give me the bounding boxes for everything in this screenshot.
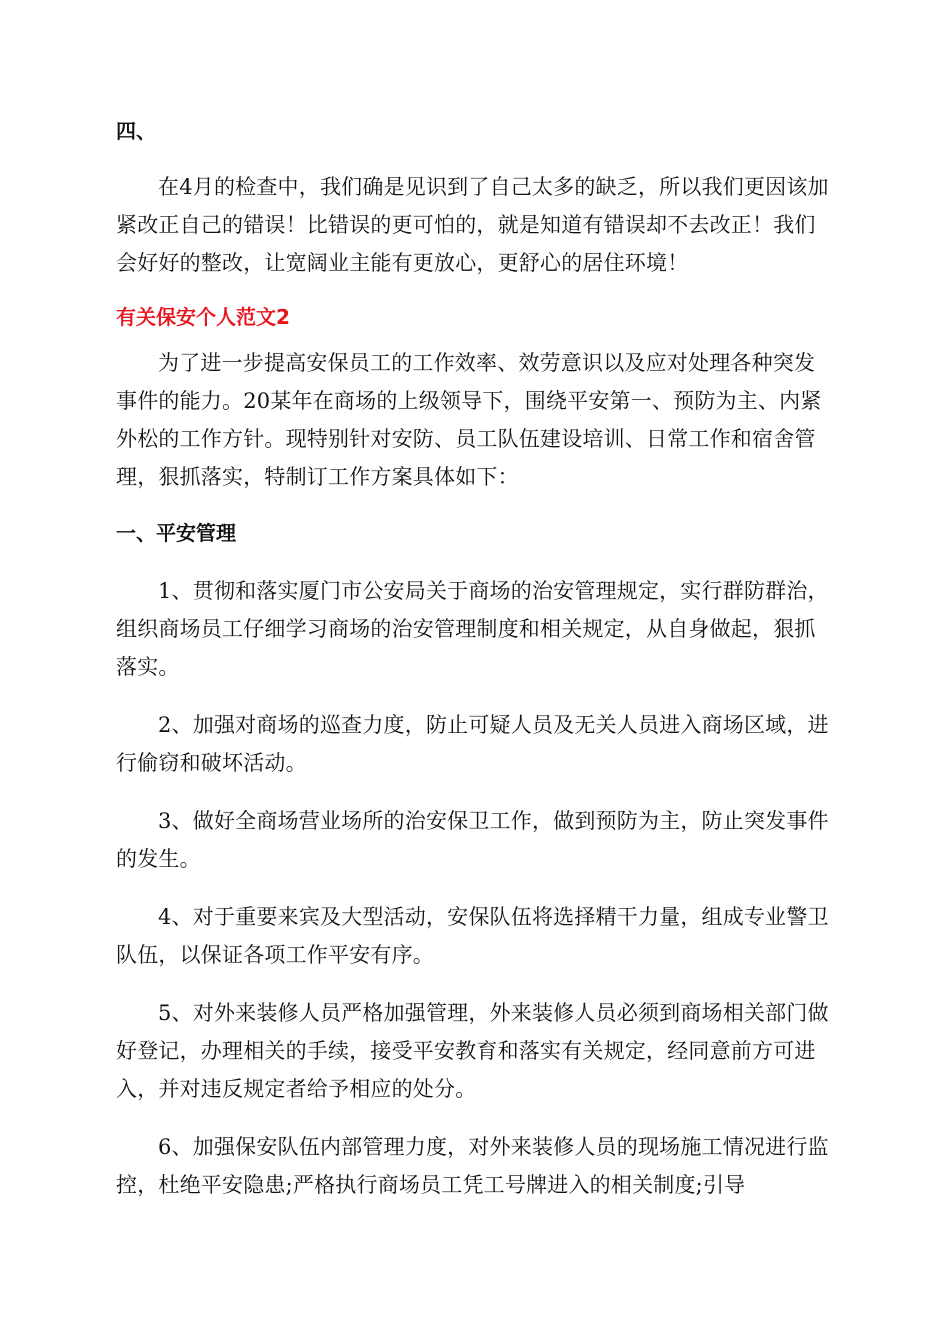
article-intro-paragraph: 为了进一步提高安保员工的工作效率、效劳意识以及应对处理各种突发事件的能力。20某年在商场的上级领导下，围绕平安第一、预防为主、内紧外松的工作方针。现特别针对安防、员工队伍建设培训、日常工作和宿舍管理，狠抓落实，特制订工作方案具体如下：	[116, 351, 822, 489]
list-item: 2、加强对商场的巡查力度，防止可疑人员及无关人员进入商场区域，进行偷窃和破坏活动。	[116, 713, 829, 775]
list-item: 3、做好全商场营业场所的治安保卫工作，做到预防为主，防止突发事件的发生。	[116, 809, 829, 871]
list-item: 4、对于重要来宾及大型活动，安保队伍将选择精干力量，组成专业警卫队伍，以保证各项工作平安有序。	[116, 905, 829, 967]
section-four-heading: 四、	[116, 119, 156, 143]
section-one-heading: 一、平安管理	[116, 521, 236, 545]
article-title: 有关保安个人范文2	[116, 305, 290, 329]
document-body	[116, 112, 834, 1204]
list-item: 6、加强保安队伍内部管理力度，对外来装修人员的现场施工情况进行监控，杜绝平安隐患;严格执行商场员工凭工号牌进入的相关制度;引导	[116, 1135, 829, 1197]
list-item: 5、对外来装修人员严格加强管理，外来装修人员必须到商场相关部门做好登记，办理相关的手续，接受平安教育和落实有关规定，经同意前方可进入，并对违反规定者给予相应的处分。	[116, 1001, 829, 1101]
list-item: 1、贯彻和落实厦门市公安局关于商场的治安管理规定，实行群防群治，组织商场员工仔细学习商场的治安管理制度和相关规定，从自身做起，狠抓落实。	[116, 579, 829, 679]
section-four-paragraph: 在4月的检查中，我们确是见识到了自己太多的缺乏，所以我们更因该加紧改正自己的错误！比错误的更可怕的，就是知道有错误却不去改正！我们会好好的整改，让宽阔业主能有更放心，更舒心的居住环境！	[116, 175, 829, 275]
